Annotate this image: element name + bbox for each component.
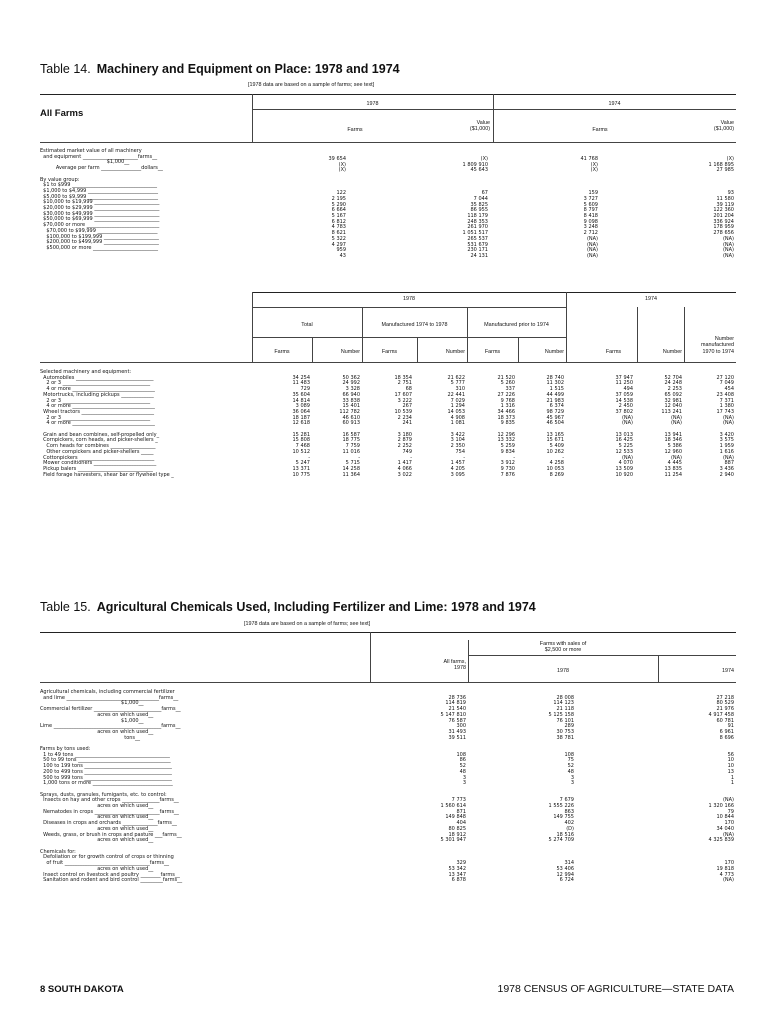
t14-lower-labels: Selected machinery and equipment: Automobiles _______________________________ 2 or 3 ___________________________________ 4 or more _________________________________ Motortrucks, including pickups _____________ 2 or 3 ___________________________________ 4 or more _________________________________ Wheel tractors _____________________________ 2 or 3 ___________________________________ 4 or more _________________________________ Grain and bean combines, self-propelled only_ Cornpickers, corn heads, and picker-shellers _ Corn heads for combines __________________ Other cornpickers and picker-shellers _____ Cottonpickers ______________________________ Mower conditioners _________________________ Pickup balers ______________________________ Field forage harvesters, shear bar or flywheel type _ — [40, 369, 174, 478]
t14-h-m7478-farms: Farms — [381, 349, 398, 355]
t15-sales-header: Farms with sales of $2,500 or more — [539, 641, 587, 654]
t14-upper-1974: 1974 — [608, 101, 621, 107]
publication-title: 1978 CENSUS OF AGRICULTURE—STATE DATA — [497, 983, 734, 995]
t14-h-m7478-number: Number — [445, 349, 465, 355]
t14-h-total-number: Number — [340, 349, 360, 355]
t14-upper-1978: 1978 — [366, 101, 379, 107]
t15-sales-1974: 27 218 80 529 21 976 4 917 458 60 781 91 6 961 8 696 56 10 10 13 1 1 (NA) 1 320 166 79 10 844 170 34 040 (NA) 4 325 839 170 19 818 4 773 (NA) — [708, 694, 734, 884]
t14-u-1978-value: (X) 1 809 910 45 643 67 7 044 35 825 86 955 118 179 248 353 261 970 1 051 517 265 537 531 679 230 171 24 131 — [462, 156, 488, 259]
t14-upper-farms-1974: Farms — [592, 127, 608, 133]
t14-manuf-7478-header: Manufactured 1974 to 1978 — [381, 322, 448, 328]
t14-manuf-prior-header: Manufactured prior to 1974 — [484, 322, 549, 328]
table14-note: [1978 data are based on a sample of farms; see text] — [248, 82, 375, 88]
table15-title: Table 15. Agricultural Chemicals Used, Including Fertilizer and Lime: 1978 and 1974 — [40, 600, 536, 614]
t14-l-m7478-number: 21 622 5 777 310 22 441 7 029 1 294 14 053 4 908 1 081 3 422 3 104 2 350 754 - 1 457 4 205 3 095 — [447, 374, 465, 478]
t14-u-1978-farms: 39 654 (X) (X) 122 2 195 5 290 6 664 5 167 6 812 4 783 8 621 5 322 4 297 959 43 — [328, 156, 346, 259]
table15-note: [1978 data are based on a sample of farms; see text] — [244, 621, 371, 627]
t14-l-m7478-farms: 18 354 2 751 68 17 607 3 222 267 10 539 2 234 241 3 180 2 879 2 252 749 - 1 417 4 066 3 022 — [394, 374, 412, 478]
t14-l-1974-farms: 37 947 11 250 494 37 059 14 538 2 450 37 802 (NA) (NA) 13 013 16 425 5 225 12 533 (NA) 4 070 13 509 10 920 — [615, 374, 633, 478]
t14-h-total-farms: Farms — [274, 349, 290, 355]
t14-h-1974-manuf: Number manufactured 1970 to 1974 — [701, 336, 734, 355]
t14-l-prior-farms: 21 520 5 260 337 27 226 9 768 1 316 34 466 18 373 9 835 12 296 13 332 5 259 9 834 - 3 912 9 730 7 876 — [497, 374, 515, 478]
t14-h-1974-farms: Farms — [605, 349, 622, 355]
t14-h-prior-farms: Farms — [484, 349, 501, 355]
t14-upper-value-1974: Value ($1,000) — [713, 120, 734, 133]
t14-total-header: Total — [301, 322, 313, 328]
t15-all-farms-header: All farms, 1978 — [443, 659, 466, 672]
t15-sales-1978: 28 008 114 123 21 118 5 125 158 76 101 289 30 753 38 781 108 75 52 48 3 3 7 679 1 555 226 863 149 755 402 (D) 18 516 5 274 709 314 53 406 12 994 6 724 — [548, 694, 574, 884]
t15-1978-header: 1978 — [557, 668, 569, 674]
table14-title: Table 14. Machinery and Equipment on Place: 1978 and 1974 — [40, 62, 400, 76]
t14-upper-farms-1978: Farms — [347, 127, 363, 133]
all-farms-heading: All Farms — [40, 108, 84, 119]
t14-upper-value-1978: Value ($1,000) — [469, 120, 490, 133]
t14-l-total-number: 50 362 24 992 3 328 66 940 33 838 15 401 112 782 46 610 60 913 16 587 18 775 7 759 11 016 - 5 715 14 258 11 364 — [339, 374, 360, 478]
t14-h-1974-number: Number — [662, 349, 682, 355]
t14-l-total-farms: 34 254 11 483 729 35 604 14 814 3 089 36 064 18 187 12 618 15 281 15 808 7 468 10 512 - 5 247 13 371 10 775 — [292, 374, 310, 478]
t14-l-prior-number: 28 740 11 302 1 515 44 499 21 983 6 374 98 729 45 967 46 504 13 165 15 671 5 409 10 262 - 4 258 10 053 8 269 — [546, 374, 564, 478]
t14-l-1974-manuf: 27 120 7 049 454 23 408 7 371 1 380 17 743 (NA) (NA) 3 420 3 575 1 959 1 616 (NA) 887 3 436 2 940 — [716, 374, 734, 478]
t14-h-prior-number: Number — [544, 349, 564, 355]
t15-labels: Agricultural chemicals, including commercial fertilizer and lime _____________________________________farms__ $1,000__ Commercial fertilizer ___________________________farms__ acres on which used__ $1,000__ Lime ___________________________________________farms__ acres on which used__ tons__ Farms by tons used: 1 to 49 tons ______________________________________ 50 to 99 tons _____________________________________ 100 to 199 tons ___________________________________ 200 to 499 tons ___________________________________ 500 to 999 tons ___________________________________ 1,000 tons or more ________________________________ Sprays, dusts, granules, fumigants, etc. to control: Insects on hay and other crops _______________farms__ acres on which used__ Nematodes in crops __________________________farms__ acres on which used__ Diseases in crops and orchards ______________farms__ acres on which used__ Weeds, grass, or brush in crops and pasture ___farms__ acres on which used__ Chemicals for: Defoliation or for growth control of crops or thinning of fruit __________________________________farms__ acres on which used__ Insect control on livestock and poultry ________farms__ Sanitation and rodent and bird control _________farms__ — [40, 689, 183, 884]
t14-l-1974-number: 52 704 24 248 2 253 65 092 32 981 12 040 113 241 (NA) (NA) 13 941 18 346 5 386 12 960 (NA) 4 445 13 835 11 254 — [661, 374, 682, 478]
page-number-state: 8 SOUTH DAKOTA — [40, 984, 124, 995]
t14-lower-1978: 1978 — [403, 296, 415, 302]
t15-1974-header: 1974 — [722, 668, 734, 674]
t14-u-1974-farms: 41 768 (X) (X) 159 3 727 5 609 8 797 8 418 9 098 3 248 2 712 (NA) (NA) (NA) (NA) — [580, 156, 598, 259]
t14-upper-labels: Estimated market value of all machinery and equipment ______________________farms__ $1,000__ Average per farm ________________dollars__ By value group: $1 to $999 __________________________________ $1,000 to $4,999 ____________________________ $5,000 to $9,999 ____________________________ $10,000 to $19,999 __________________________ $20,000 to $29,999 __________________________ $30,000 to $49,999 __________________________ $50,000 to $69,999 __________________________ $70,000 or more _____________________________ $70,000 to $99,999 ________________________ $100,000 to $199,999 ______________________ $200,000 to $499,999 ______________________ $500,000 or more __________________________ — [40, 148, 163, 251]
t15-all-1978: 28 736 114 819 21 540 5 147 810 76 587 300 31 493 39 511 108 86 52 48 3 3 7 773 1 560 614 871 149 848 404 80 825 18 912 5 301 947 329 53 342 13 347 6 878 — [440, 694, 466, 884]
t14-lower-1974: 1974 — [645, 296, 657, 302]
t14-u-1974-value: (X) 1 168 895 27 985 93 11 580 39 119 122 360 201 204 336 924 178 959 278 656 (NA) (NA) (NA) (NA) — [708, 156, 734, 259]
